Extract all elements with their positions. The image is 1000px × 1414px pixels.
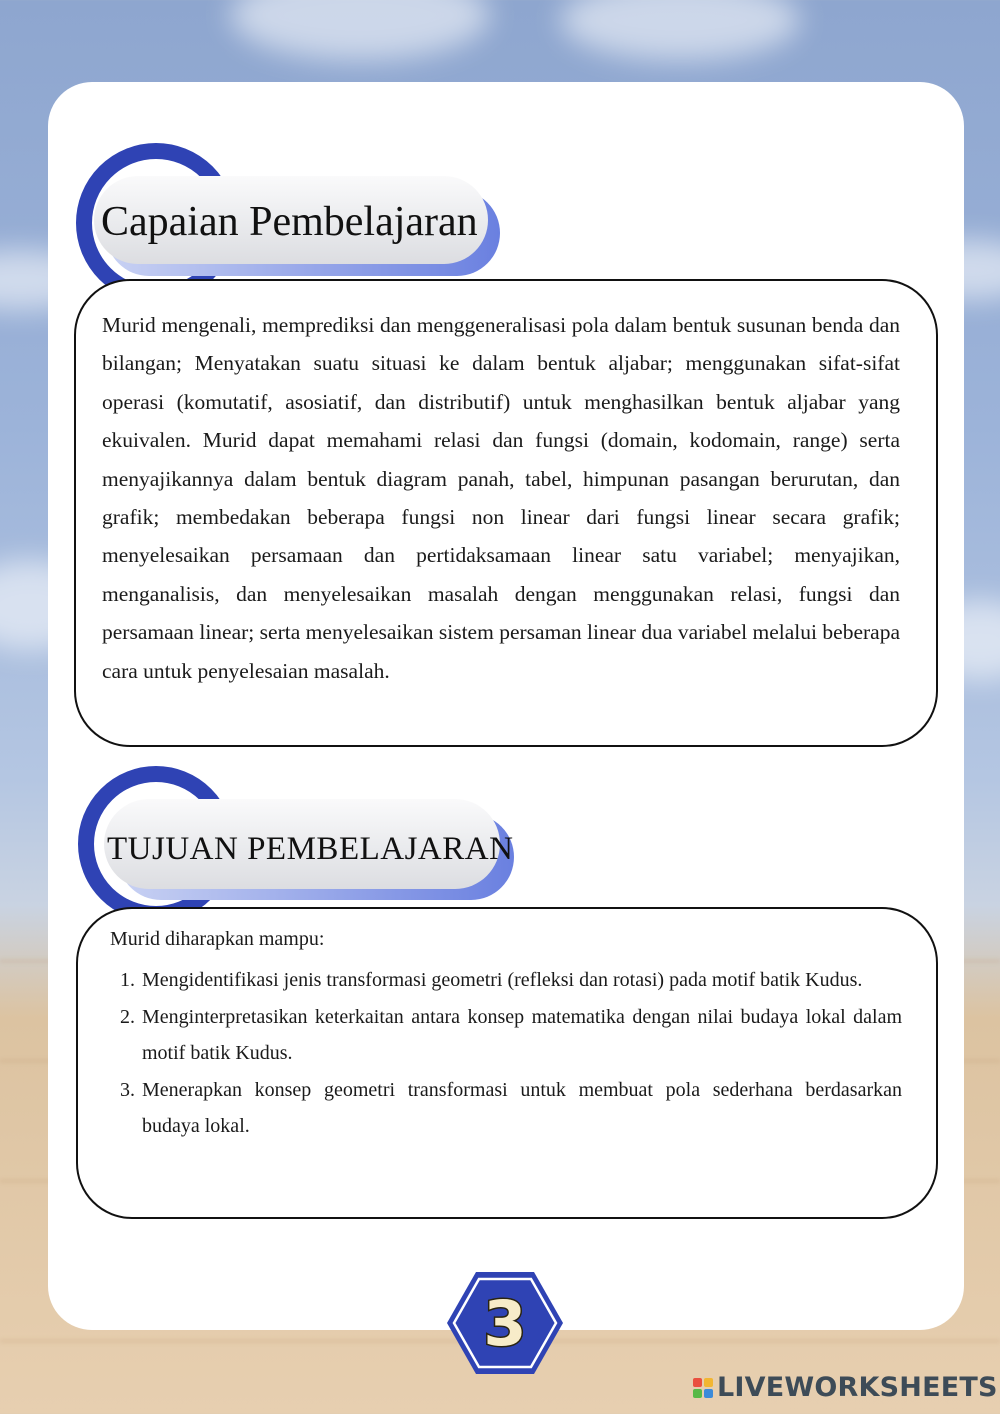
list-item-text: Menginterpretasikan keterkaitan antara konsep matematika dengan nilai budaya lokal dalam motif batik Kudus. [142, 1006, 902, 1064]
list-item [120, 1072, 902, 1144]
list-item-text: Menerapkan konsep geometri transformasi untuk membuat pola sederhana berdasarkan budaya lokal. [142, 1079, 902, 1137]
liveworksheets-logo[interactable] [693, 1372, 998, 1403]
list-item-text: Mengidentifikasi jenis transformasi geometri (refleksi dan rotasi) pada motif batik Kudus. [142, 969, 863, 991]
page-number: 3 [483, 1287, 527, 1360]
capaian-title: Capaian Pembelajaran [101, 199, 478, 245]
tujuan-list [120, 962, 902, 1145]
list-item-number: 2. [120, 1006, 135, 1028]
list-item-number: 3. [120, 1079, 135, 1101]
list-item [120, 999, 902, 1071]
capaian-text: Murid mengenali, memprediksi dan menggeneralisasi pola dalam bentuk susunan benda dan bilangan; Menyatakan suatu situasi ke dalam bentuk aljabar; menggunakan sifat-sifat operasi (komutatif, asosiatif, dan distributif) untuk menghasilkan bentuk aljabar yang ekuivalen. Murid dapat memahami relasi dan fungsi (domain, kodomain, range) serta menyajikannya dalam bentuk diagram panah, tabel, himpunan pasangan berurutan, dan grafik; membedakan beberapa fungsi non linear dari fungsi linear secara grafik; menyelesaikan persamaan dan pertidaksamaan linear satu variabel; menyajikan, menganalisis, dan menyelesaikan masalah dengan menggunakan relasi, fungsi dan persamaan linear; serta menyelesaikan sistem persaman linear dua variabel melalui beberapa cara untuk penyelesaian masalah. [102, 313, 900, 683]
tujuan-title: TUJUAN PEMBELAJARAN [107, 831, 514, 867]
liveworksheets-logo-text: LIVEWORKSHEETS [717, 1372, 998, 1403]
page-number-badge [446, 1270, 564, 1376]
tujuan-intro: Murid diharapkan mampu: [110, 928, 325, 950]
list-item-number: 1. [120, 969, 135, 991]
liveworksheets-logo-mark [693, 1378, 713, 1398]
list-item [120, 962, 902, 998]
